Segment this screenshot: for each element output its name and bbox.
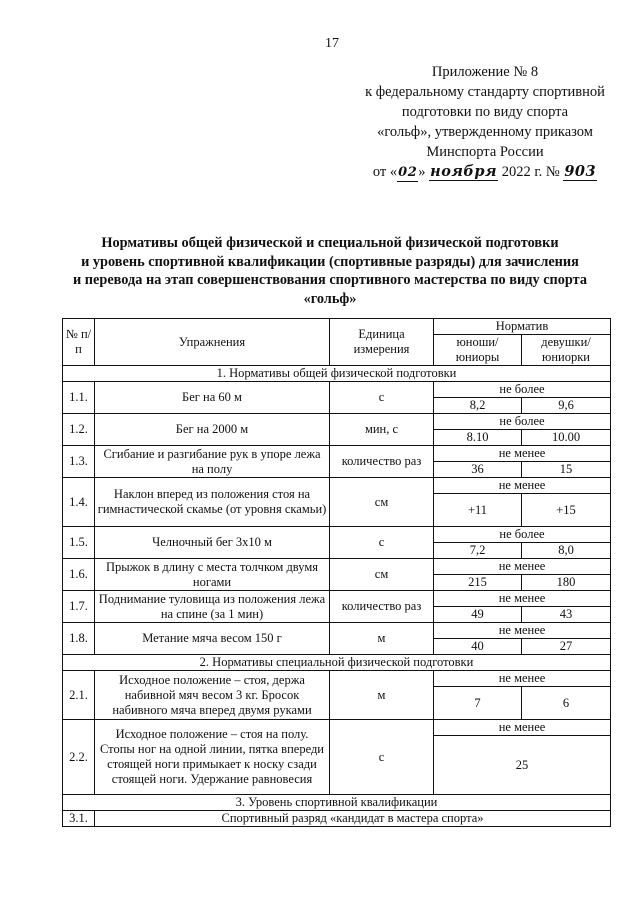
handwritten-day: 02	[398, 165, 418, 180]
value-girls: 180	[522, 575, 611, 591]
table-row	[63, 414, 611, 430]
value-girls: 6	[522, 687, 611, 720]
row-exercise: Бег на 60 м	[95, 382, 330, 414]
row-unit: мин, с	[330, 414, 434, 446]
header-unit: Единица измерения	[330, 319, 434, 366]
row-num: 3.1.	[63, 811, 95, 827]
section-row	[63, 795, 611, 811]
row-condition: не более	[434, 382, 611, 398]
value-girls: 8,0	[522, 543, 611, 559]
row-unit: м	[330, 623, 434, 655]
appendix-line: «гольф», утвержденному приказом	[377, 124, 593, 140]
value-girls: 15	[522, 462, 611, 478]
row-condition: не менее	[434, 559, 611, 575]
table-row	[63, 382, 611, 398]
date-prefix: от «	[372, 164, 398, 180]
section-row	[63, 655, 611, 671]
row-num: 1.2.	[63, 414, 95, 446]
appendix-line: подготовки по виду спорта	[401, 104, 569, 120]
handwritten-month: ноября	[430, 163, 498, 180]
value-girls: 27	[522, 639, 611, 655]
row-exercise: Бег на 2000 м	[95, 414, 330, 446]
row-exercise: Сгибание и разгибание рук в упоре лежа на полу	[95, 446, 330, 478]
row-exercise: Наклон вперед из положения стоя на гимнастической скамье (от уровня скамьи)	[95, 478, 330, 527]
document-title	[40, 234, 620, 308]
row-num: 1.5.	[63, 527, 95, 559]
row-exercise: Метание мяча весом 150 г	[95, 623, 330, 655]
value-girls: 10.00	[522, 430, 611, 446]
appendix-line: Приложение № 8	[431, 64, 539, 80]
title-line: и перевода на этап совершенствования спортивного мастерства по виду спорта	[72, 272, 588, 288]
row-num: 1.7.	[63, 591, 95, 623]
row-condition: не более	[434, 527, 611, 543]
row-condition: не менее	[434, 478, 611, 494]
table-row	[63, 527, 611, 543]
row-condition: не менее	[434, 446, 611, 462]
page-number: 17	[325, 36, 339, 51]
row-num: 1.4.	[63, 478, 95, 527]
row-condition: не менее	[434, 591, 611, 607]
table-row	[63, 671, 611, 687]
row-unit: с	[330, 382, 434, 414]
value-boys: 7	[434, 687, 522, 720]
title-line: «гольф»	[303, 290, 357, 307]
table-row	[63, 720, 611, 736]
value-boys: 40	[434, 639, 522, 655]
row-unit: см	[330, 478, 434, 527]
row-exercise: Поднимание туловища из положения лежа на спине (за 1 мин)	[95, 591, 330, 623]
header-exercise: Упражнения	[95, 319, 330, 366]
appendix-line: к федеральному стандарту спортивной	[365, 84, 605, 100]
table-row	[63, 811, 611, 827]
value-girls: +15	[522, 494, 611, 527]
value-boys: 8,2	[434, 398, 522, 414]
table-row	[63, 559, 611, 575]
table-row	[63, 478, 611, 494]
header-norm: Норматив	[434, 319, 611, 335]
value-boys: +11	[434, 494, 522, 527]
header-num: № п/п	[63, 319, 95, 366]
title-line: и уровень спортивной квалификации (спортивные разряды) для зачисления	[81, 253, 579, 270]
table-row	[63, 446, 611, 462]
section-title: 3. Уровень спортивной квалификации	[63, 795, 611, 811]
table-row	[63, 591, 611, 607]
section-title: 2. Нормативы специальной физической подготовки	[63, 655, 611, 671]
row-num: 1.6.	[63, 559, 95, 591]
norms-table	[62, 318, 611, 827]
header-boys: юноши/ юниоры	[434, 335, 522, 366]
date-year: 2022 г. №	[498, 164, 564, 180]
row-unit: количество раз	[330, 591, 434, 623]
value-combined: 25	[434, 736, 611, 795]
value-boys: 36	[434, 462, 522, 478]
handwritten-order-number: 903	[564, 163, 597, 180]
row-num: 1.1.	[63, 382, 95, 414]
row-num: 2.2.	[63, 720, 95, 795]
header-girls: девушки/ юниорки	[522, 335, 611, 366]
value-boys: 8.10	[434, 430, 522, 446]
row-num: 1.3.	[63, 446, 95, 478]
value-girls: 9,6	[522, 398, 611, 414]
value-girls: 43	[522, 607, 611, 623]
row-unit: количество раз	[330, 446, 434, 478]
row-condition: не менее	[434, 671, 611, 687]
appendix-line: Минспорта России	[426, 144, 544, 160]
row-unit: м	[330, 671, 434, 720]
value-boys: 7,2	[434, 543, 522, 559]
order-date-line	[350, 162, 620, 182]
header-row	[63, 319, 611, 335]
row-exercise: Исходное положение – стоя на полу. Стопы ног на одной линии, пятка впереди стоящей ноги примыкает к носку сзади стоящей ноги. Удержание равновесия	[95, 720, 330, 795]
value-boys: 215	[434, 575, 522, 591]
row-num: 1.8.	[63, 623, 95, 655]
row-exercise: Прыжок в длину с места толчком двумя ногами	[95, 559, 330, 591]
table-row	[63, 623, 611, 639]
row-unit: см	[330, 559, 434, 591]
title-line: Нормативы общей физической и специальной физической подготовки	[101, 235, 559, 251]
row-unit: с	[330, 720, 434, 795]
section-row	[63, 366, 611, 382]
row-condition: не менее	[434, 720, 611, 736]
section-title: 1. Нормативы общей физической подготовки	[63, 366, 611, 382]
appendix-header	[350, 62, 620, 182]
date-mid: »	[418, 164, 430, 180]
value-boys: 49	[434, 607, 522, 623]
row-unit: с	[330, 527, 434, 559]
row-exercise: Спортивный разряд «кандидат в мастера спорта»	[95, 811, 611, 827]
row-num: 2.1.	[63, 671, 95, 720]
row-condition: не более	[434, 414, 611, 430]
row-condition: не менее	[434, 623, 611, 639]
row-exercise: Челночный бег 3х10 м	[95, 527, 330, 559]
row-exercise: Исходное положение – стоя, держа набивной мяч весом 3 кг. Бросок набивного мяча вперед двумя руками	[95, 671, 330, 720]
